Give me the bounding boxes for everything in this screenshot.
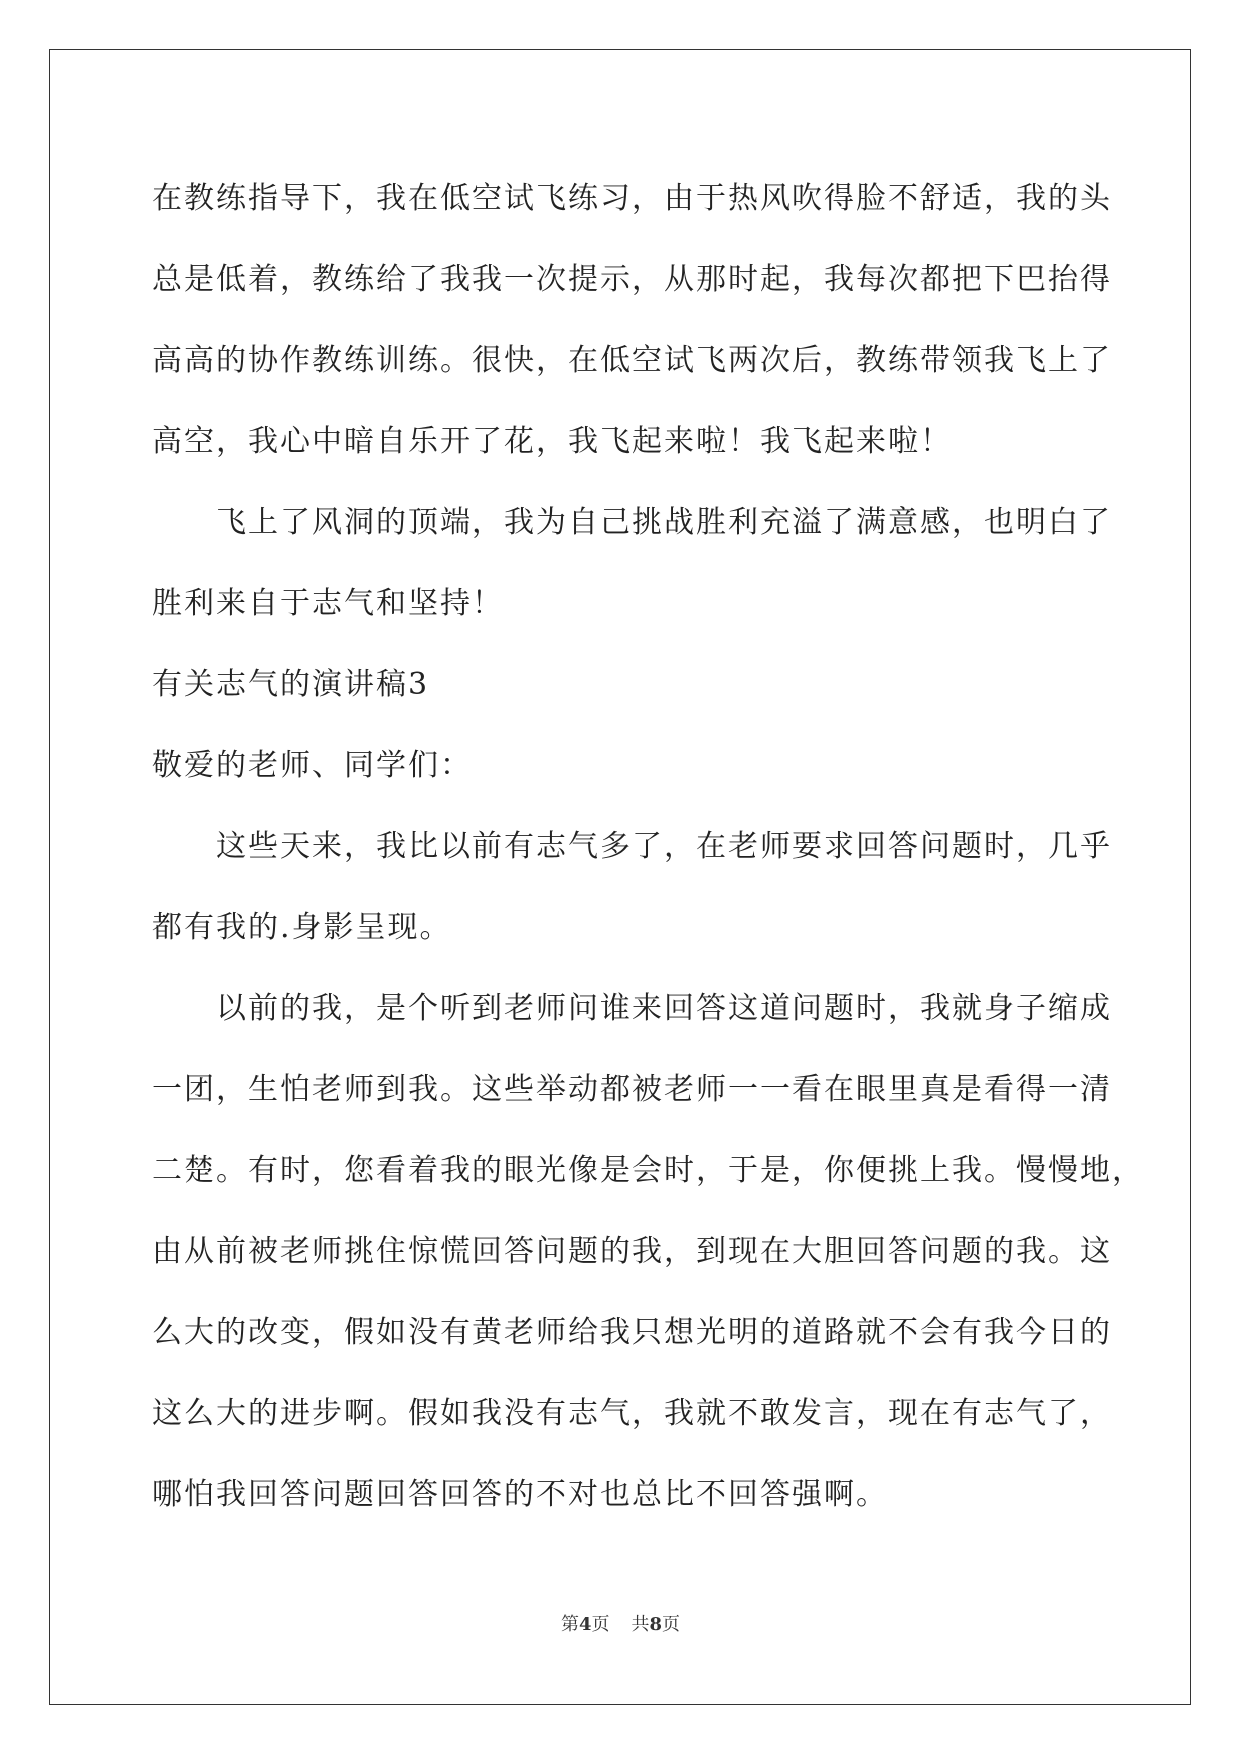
- page-footer: [0, 1610, 1241, 1636]
- text-line: 这些天来，我比以前有志气多了，在老师要求回答问题时，几乎: [216, 829, 1112, 864]
- text-line: 哪怕我回答问题回答回答的不对也总比不回答强啊。: [152, 1477, 888, 1512]
- document-body: [152, 158, 1144, 1535]
- text-line: 么大的改变，假如没有黄老师给我只想光明的道路就不会有我今日的: [152, 1315, 1112, 1350]
- text-line: 都有我的.身影呈现。: [152, 910, 452, 945]
- text-line: 二楚。有时，您看着我的眼光像是会时，于是，你便挑上我。慢慢地，: [152, 1153, 1144, 1188]
- text-line: 高高的协作教练训练。很快，在低空试飞两次后，教练带领我飞上了: [152, 343, 1112, 378]
- footer-page-word: 页: [591, 1614, 610, 1635]
- text-line: 有关志气的演讲稿3: [152, 667, 430, 702]
- text-line: 在教练指导下，我在低空试飞练习，由于热风吹得脸不舒适，我的头: [152, 181, 1112, 216]
- text-line: 飞上了风洞的顶端，我为自己挑战胜利充溢了满意感，也明白了: [216, 505, 1112, 540]
- text-line: 总是低着，教练给了我我一次提示，从那时起，我每次都把下巴抬得: [152, 262, 1112, 297]
- text-line: 胜利来自于志气和坚持！: [152, 586, 504, 621]
- text-line: 一团，生怕老师到我。这些举动都被老师一一看在眼里真是看得一清: [152, 1072, 1112, 1107]
- footer-total-prefix: 共: [631, 1614, 650, 1635]
- text-line: 由从前被老师挑住惊慌回答问题的我，到现在大胆回答问题的我。这: [152, 1234, 1112, 1269]
- text-line: 以前的我，是个听到老师问谁来回答这道问题时，我就身子缩成: [216, 991, 1112, 1026]
- text-line: 敬爱的老师、同学们：: [152, 748, 472, 783]
- text-line: 高空，我心中暗自乐开了花，我飞起来啦！我飞起来啦！: [152, 424, 952, 459]
- current-page-number: 4: [578, 1614, 592, 1635]
- total-page-number: 8: [649, 1614, 663, 1635]
- footer-prefix: 第: [560, 1614, 579, 1635]
- text-line: 这么大的进步啊。假如我没有志气，我就不敢发言，现在有志气了，: [152, 1396, 1112, 1431]
- footer-total-suffix: 页: [662, 1614, 681, 1635]
